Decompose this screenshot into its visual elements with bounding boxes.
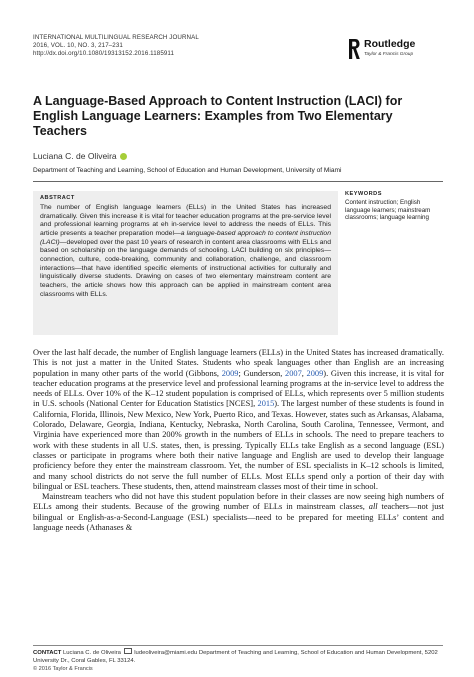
keywords-panel [345,191,445,222]
article-title: A Language-Based Approach to Content Instruction (LACI) for English Language Learners: Examples from Two Elementary Teachers [33,94,403,138]
abstract-box [33,191,338,335]
publisher-logo [348,36,448,62]
author-name[interactable]: Luciana C. de Oliveira [33,151,117,161]
keywords-heading: KEYWORDS [345,191,382,197]
copyright: © 2016 Taylor & Francis [33,666,93,672]
body-paragraph: Over the last half decade, the number of English language learners (ELLs) in the United States has increased dramatically. This is not just a matter in the United States. Students who speak languages other than English are an increasing population in many other parts of the world (Gibbons, 2009; Gunderson, 2007, 2009). Given this increase, it is vital for teacher education programs at the preservice level and professional learning programs at the in-service level to address the needs of ELLs. Over 10% of the K–12 student population is comprised of ELLs, which represents over 5 million students in U.S. schools (National Center for Education Statistics [NCES], 2015). The largest number of these students is found in California, Florida, Illinois, New Mexico, New York, Puerto Rico, and Texas. However, states such as Arkansas, Alabama, Colorado, Delaware, Georgia, Indiana, Kentucky, Nebraska, North Carolina, South Carolina, Tennessee, Vermont, and Virginia have experienced more than 200% growth in the numbers of ELLs in schools. The need to prepare teachers to work with these students in all U.S. states, then, is pressing. Typically ELLs take English as a second language (ESL) classes or participate in programs where both their native language and English are used to develop their language proficiency before they enter the mainstream classroom. Yet, the number of ESL specialists in K–12 schools is limited, and many school districts do not serve the full number of ELLs. Most ELLs spend only a portion of their day with bilingual or ESL teachers. These students, then, attend mainstream classes most of their time in school. [33,348,445,491]
contact-address: Department of Teaching and Learning, School of Education and Human Development, 5202 University Dr., Coral Gables, FL 33124. [33,650,438,664]
citation-link[interactable]: 2009 [221,368,239,378]
publisher-group: Taylor & Francis Group [364,52,414,57]
doi-link[interactable]: http://dx.doi.org/10.1080/19313152.2016.1185911 [33,50,175,57]
routledge-logo-icon [348,38,360,60]
publisher-name: Routledge [364,38,416,50]
author-affiliation: Department of Teaching and Learning, School of Education and Human Development, University of Miami [33,167,342,174]
contact-name: Luciana C. de Oliveira [63,650,121,656]
article-author [33,151,127,161]
citation-link[interactable]: 2007 [285,368,302,378]
orcid-icon[interactable] [120,153,127,160]
contact-email[interactable]: ludeoliveira@miami.edu [134,650,198,656]
mail-icon [124,648,132,654]
footer-divider [33,645,443,646]
abstract-part-2: —developed over the past 10 years of research in content area classrooms with ELLs and based on scholarship on the language demands of schooling. LACI building on six principles—connection, culture, code-breaking, community and collaboration, challenge, and classroom interactions—that have identified specific elements of instructional activities for culturally and linguistically diverse students. Drawing on cases of two elementary mainstream content are teachers, the article shows how this approach can be applied in mainstream content area classrooms with ELLs. [40,238,331,298]
body-paragraph: Mainstream teachers who did not have this student population before in their classes are now seeing high numbers of ELLs among their students. Because of the growing number of ELLs in mainstream classes, all teachers—not just bilingual or English-as-a-Second-Language (ESL) specialists—need to be prepared for meeting ELLs’ content and language needs (Athanases & [33,492,444,533]
keywords-list: Content instruction; English language learners; mainstream classrooms; language learning [345,199,431,222]
volume-issue: 2016, VOL. 10, NO. 3, 217–231 [33,42,123,49]
citation-link[interactable]: 2015 [257,399,275,409]
body-emphasis: all [368,502,378,512]
abstract-emphasis: a language-based approach to content instruction (LACI) [40,229,331,246]
article-body [33,348,444,533]
header-divider [33,181,443,182]
abstract-text [40,204,331,299]
citation-link[interactable]: 2009 [306,368,324,378]
contact-label: CONTACT [33,650,62,656]
abstract-heading: ABSTRACT [40,195,75,201]
abstract-part-1: The number of English language learners (ELLs) in the United States has increased dramatically. Given this increase it is vital for teacher education programs at the pre-service level and professional learning programs at eh in-service level to address the needs of ELLs. This article presents a teacher preparation model— [40,204,331,237]
journal-name: INTERNATIONAL MULTILINGUAL RESEARCH JOURNAL [33,34,199,41]
contact-footnote [33,648,443,665]
